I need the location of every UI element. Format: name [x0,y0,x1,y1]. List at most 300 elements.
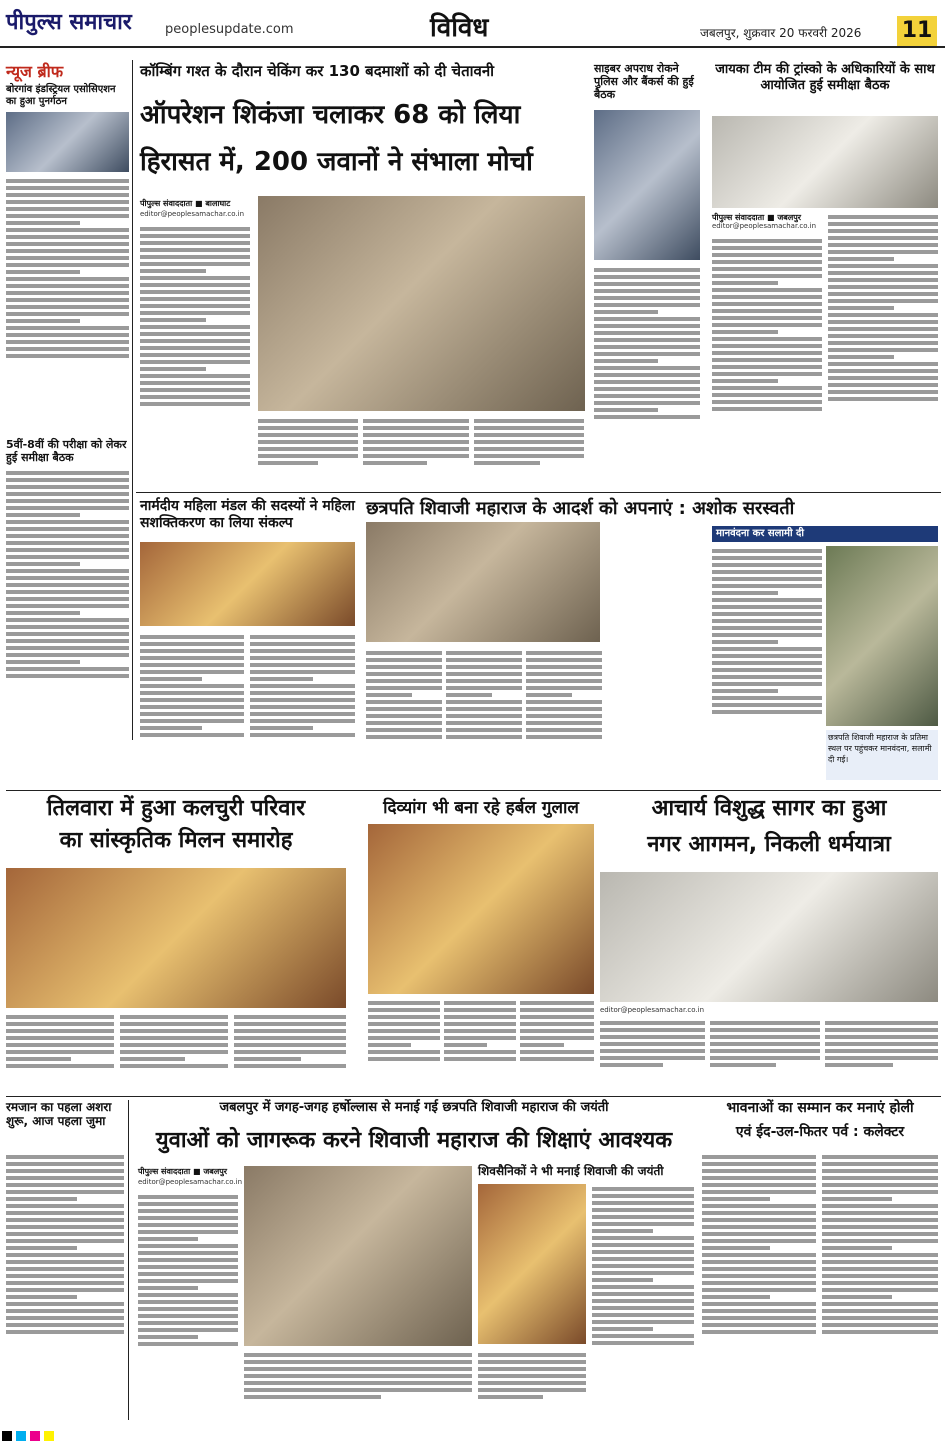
holi-body-col1 [702,1152,816,1420]
tilwara-body-col2 [120,1012,228,1092]
text-line [478,1367,586,1371]
manav-band: मानवंदना कर सलामी दी [712,526,938,542]
text-line [592,1264,694,1268]
text-line [526,707,602,711]
text-line [6,1295,77,1299]
narmadiya-headline: नार्मदीय महिला मंडल की सदस्यों ने महिला सशक्तिकरण का लिया संकल्प [140,498,355,531]
text-line [6,1260,124,1264]
text-line [822,1253,938,1257]
text-line [140,290,250,294]
text-line [444,1029,516,1033]
text-line [828,292,938,296]
text-line [140,255,250,259]
text-line [822,1183,938,1187]
text-line [244,1360,472,1364]
text-line [6,562,80,566]
text-line [526,672,602,676]
text-line [478,1388,586,1392]
text-line [120,1015,228,1019]
text-line [702,1176,816,1180]
manav-caption: छत्रपति शिवाजी महाराज के प्रतिमा स्थल पर पहुंचकर मानवंदना, सलामी दी गई। [826,730,938,780]
text-line [712,563,822,567]
text-line [446,665,522,669]
text-line [363,461,427,465]
text-line [446,679,522,683]
jayka-email[interactable]: editor@peoplesamachar.co.in [712,222,817,230]
text-line [702,1323,816,1327]
text-line [140,262,250,266]
text-line [702,1204,816,1208]
text-line [140,353,250,357]
text-line [520,1036,594,1040]
text-line [592,1327,653,1331]
text-line [594,275,700,279]
text-line [594,408,658,412]
text-line [702,1225,816,1229]
section-divider [136,492,941,493]
text-line [822,1309,938,1313]
text-line [592,1243,694,1247]
text-line [526,735,602,739]
text-line [702,1211,816,1215]
text-line [828,285,938,289]
text-line [592,1334,694,1338]
text-line [828,222,938,226]
text-line [825,1049,938,1053]
jayka-body-col1 [712,236,822,486]
text-line [366,679,442,683]
text-line [526,714,602,718]
narmadiya-body-col2 [250,632,355,782]
text-line [6,1022,114,1026]
text-line [712,267,822,271]
text-line [702,1295,770,1299]
section-divider [6,1096,941,1097]
text-line [446,735,522,739]
text-line [140,367,206,371]
text-line [366,728,442,732]
text-line [6,1288,124,1292]
text-line [140,663,244,667]
text-line [478,1374,586,1378]
cyber-headline: साइबर अपराध रोकने पुलिस और बैंकर्स की हुई बैठक [594,62,694,102]
print-color-strip [0,1427,945,1445]
text-line [600,1028,705,1032]
text-line [702,1260,816,1264]
text-line [712,703,822,707]
text-line [712,316,822,320]
text-line [712,549,822,553]
text-line [526,658,602,662]
text-line [363,419,469,423]
text-line [244,1381,472,1385]
text-line [822,1260,938,1264]
text-line [234,1057,301,1061]
newspaper-logo: पीपुल्स समाचार [6,9,132,35]
main-body-col1 [140,224,250,484]
shivaji2-email[interactable]: editor@peoplesamachar.co.in [138,1178,243,1186]
text-line [712,407,822,411]
text-line [520,1029,594,1033]
acharya-body-col3 [825,1018,938,1092]
text-line [825,1063,893,1067]
main-body-col2 [258,416,358,486]
text-line [258,419,358,423]
shivaji2-photo [244,1166,472,1346]
text-line [526,665,602,669]
text-line [444,1057,516,1061]
text-line [258,440,358,444]
text-line [234,1050,346,1054]
text-line [250,677,313,681]
text-line [712,675,822,679]
text-line [258,447,358,451]
text-line [6,249,129,253]
text-line [822,1274,938,1278]
text-line [712,351,822,355]
text-line [140,656,244,660]
shivaji1-body-col1 [366,648,442,786]
text-line [702,1190,816,1194]
text-line [6,548,129,552]
text-line [592,1306,694,1310]
text-line [712,330,778,334]
text-line [6,1204,124,1208]
text-line [6,1253,124,1257]
text-line [6,207,129,211]
text-line [600,1056,705,1060]
text-line [520,1057,594,1061]
text-line [6,1309,124,1313]
text-line [592,1257,694,1261]
text-line [594,268,700,272]
narmadiya-body-col1 [140,632,244,782]
text-line [366,721,442,725]
text-line [526,728,602,732]
text-line [6,604,129,608]
text-line [244,1353,472,1357]
text-line [478,1360,586,1364]
text-line [592,1208,694,1212]
text-line [446,700,522,704]
cyber-photo [594,110,700,260]
text-line [140,318,206,322]
text-line [140,402,250,406]
text-line [712,323,822,327]
text-line [822,1232,938,1236]
text-line [712,309,822,313]
narmadiya-photo [140,542,355,626]
text-line [592,1292,694,1296]
text-line [6,263,129,267]
text-line [140,635,244,639]
text-line [712,239,822,243]
text-line [6,590,129,594]
text-line [6,1239,124,1243]
text-line [363,454,469,458]
text-line [828,313,938,317]
acharya-photo [600,872,938,1002]
text-line [138,1230,238,1234]
text-line [594,310,658,314]
main-byline: पीपुल्स संवाददाता ■ बालाघाट [140,199,231,208]
text-line [6,660,80,664]
text-line [6,667,129,671]
tilwara-headline-line1: तिलवारा में हुआ कलचुरी परिवार [46,796,306,821]
acharya-body-col1 [600,1018,705,1092]
text-line [6,347,129,351]
text-line [822,1155,938,1159]
text-line [712,358,822,362]
text-line [6,1169,124,1173]
text-line [6,674,129,678]
text-line [702,1232,816,1236]
text-line [6,499,129,503]
acharya-email[interactable]: editor@peoplesamachar.co.in [600,1006,705,1014]
text-line [822,1295,892,1299]
text-line [702,1218,816,1222]
text-line [446,658,522,662]
text-line [828,369,938,373]
text-line [594,317,700,321]
text-line [825,1042,938,1046]
text-line [702,1274,816,1278]
text-line [478,1381,586,1385]
text-line [366,700,442,704]
text-line [592,1299,694,1303]
text-line [138,1279,238,1283]
text-line [6,333,129,337]
shivaji2-subheadline: शिवसैनिकों ने भी मनाई शिवाजी की जयंती [478,1164,664,1178]
text-line [592,1201,694,1205]
text-line [712,598,822,602]
text-line [6,312,129,316]
text-line [594,366,700,370]
text-line [138,1209,238,1213]
text-line [6,1057,71,1061]
text-line [6,1050,114,1054]
text-line [6,625,129,629]
text-line [6,200,129,204]
text-line [258,426,358,430]
text-line [250,656,355,660]
text-line [120,1064,228,1068]
text-line [712,260,822,264]
text-line [822,1246,892,1250]
text-line [6,1155,124,1159]
text-line [526,721,602,725]
text-line [6,1323,124,1327]
text-line [446,728,522,732]
text-line [6,235,129,239]
website-url[interactable]: peoplesupdate.com [165,22,294,37]
text-line [140,698,244,702]
text-line [138,1251,238,1255]
text-line [140,684,244,688]
text-line [250,649,355,653]
text-line [474,447,584,451]
text-line [822,1288,938,1292]
text-line [444,1008,516,1012]
text-line [702,1162,816,1166]
text-line [140,248,250,252]
text-line [366,658,442,662]
text-line [138,1244,238,1248]
text-line [234,1029,346,1033]
text-line [6,541,129,545]
herbal-body-col1 [368,998,440,1092]
text-line [140,297,250,301]
text-line [594,352,700,356]
text-line [592,1341,694,1345]
text-line [140,381,250,385]
text-line [828,299,938,303]
swatch-magenta [30,1431,40,1441]
text-line [258,433,358,437]
text-line [234,1043,346,1047]
text-line [6,1302,124,1306]
text-line [520,1015,594,1019]
text-line [366,665,442,669]
text-line [6,179,129,183]
text-line [444,1043,487,1047]
text-line [250,691,355,695]
text-line [592,1250,694,1254]
text-line [250,719,355,723]
text-line [138,1195,238,1199]
text-line [366,651,442,655]
text-line [140,705,244,709]
text-line [140,712,244,716]
text-line [712,710,822,714]
text-line [712,696,822,700]
text-line [6,214,129,218]
herbal-body-col2 [444,998,516,1092]
text-line [702,1281,816,1285]
text-line [120,1036,228,1040]
text-line [138,1335,198,1339]
text-line [138,1342,238,1346]
text-line [120,1022,228,1026]
text-line [594,380,700,384]
text-line [474,440,584,444]
text-line [702,1239,816,1243]
text-line [6,1211,124,1215]
text-line [594,373,700,377]
text-line [474,419,584,423]
text-line [6,1064,114,1068]
text-line [444,1015,516,1019]
text-line [6,284,129,288]
text-line [138,1300,238,1304]
text-line [828,320,938,324]
text-line [140,388,250,392]
text-line [6,305,129,309]
tilwara-photo [6,868,346,1008]
text-line [710,1042,820,1046]
text-line [6,576,129,580]
column-divider [128,1100,129,1420]
jayka-photo [712,116,938,208]
text-line [822,1176,938,1180]
text-line [444,1050,516,1054]
text-line [140,332,250,336]
text-line [6,354,129,358]
text-line [822,1169,938,1173]
text-line [6,1197,77,1201]
jayka-byline: पीपुल्स संवाददाता ■ जबलपुर [712,213,802,222]
text-line [822,1197,892,1201]
text-line [140,325,250,329]
text-line [712,274,822,278]
text-line [822,1323,938,1327]
text-line [702,1246,770,1250]
text-line [6,193,129,197]
text-line [712,682,822,686]
text-line [520,1008,594,1012]
text-line [250,698,355,702]
text-line [828,397,938,401]
text-line [592,1313,694,1317]
text-line [140,311,250,315]
text-line [6,492,129,496]
text-line [594,296,700,300]
main-email[interactable]: editor@peoplesamachar.co.in [140,210,245,218]
text-line [363,447,469,451]
text-line [6,228,129,232]
text-line [712,302,822,306]
column-divider [132,60,133,740]
text-line [6,1218,124,1222]
text-line [6,632,129,636]
text-line [594,415,700,419]
text-line [444,1022,516,1026]
text-line [250,712,355,716]
text-line [6,471,129,475]
text-line [6,1267,124,1271]
text-line [120,1043,228,1047]
brief-body-1 [6,176,129,436]
text-line [712,372,822,376]
text-line [825,1035,938,1039]
text-line [594,303,700,307]
text-line [822,1316,938,1320]
masthead [0,0,945,48]
text-line [702,1197,770,1201]
text-line [822,1190,938,1194]
text-line [140,677,202,681]
text-line [140,283,250,287]
text-line [710,1021,820,1025]
text-line [828,236,938,240]
text-line [140,374,250,378]
text-line [6,1246,77,1250]
text-line [526,686,602,690]
text-line [712,654,822,658]
text-line [366,693,412,697]
text-line [6,298,129,302]
text-line [712,689,778,693]
text-line [594,359,658,363]
text-line [140,691,244,695]
text-line [822,1162,938,1166]
text-line [140,339,250,343]
text-line [244,1367,472,1371]
text-line [702,1253,816,1257]
text-line [712,337,822,341]
text-line [6,1190,124,1194]
text-line [600,1042,705,1046]
